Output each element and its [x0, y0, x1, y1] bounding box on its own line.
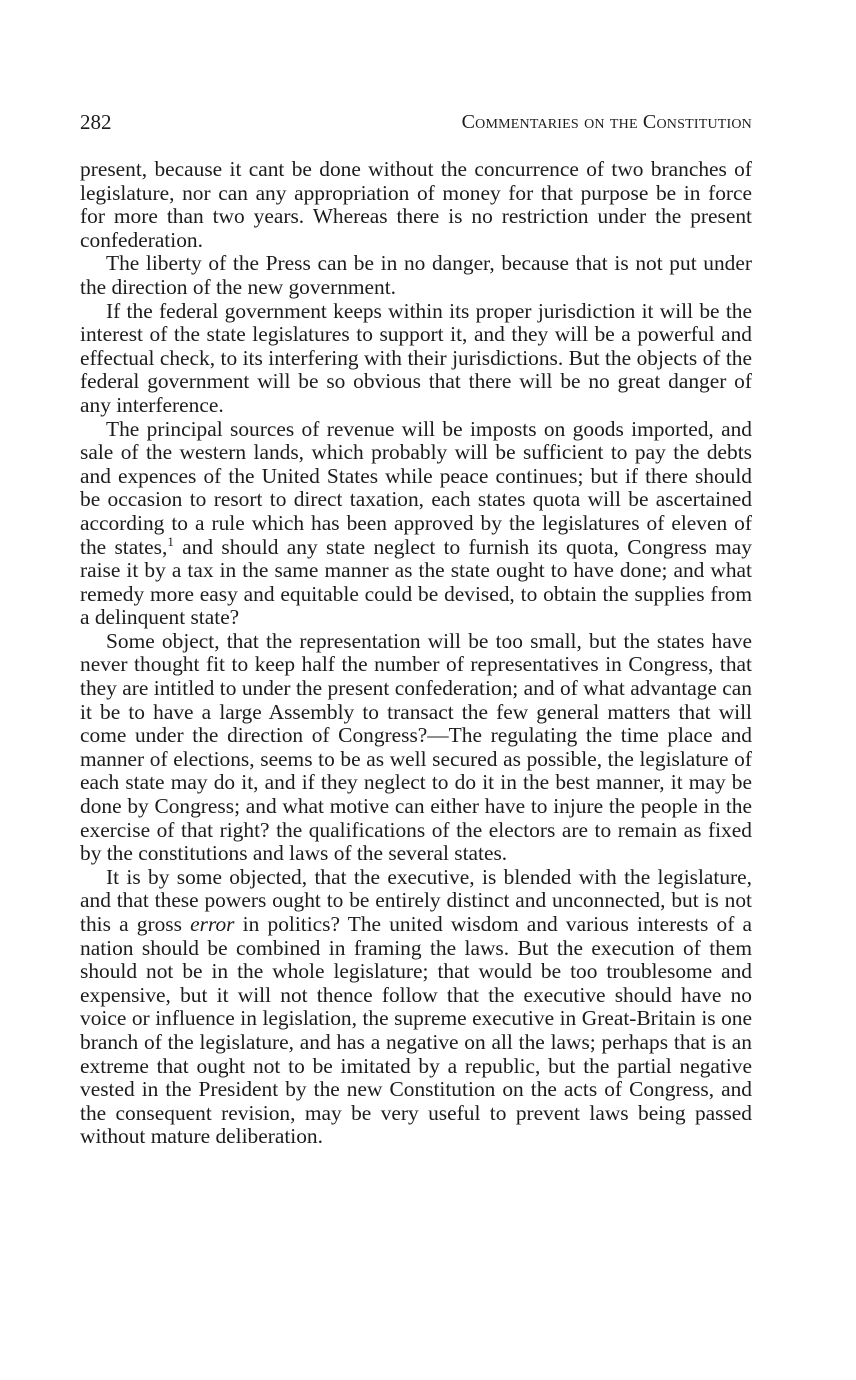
- paragraph-executive-legislature: [80, 866, 752, 1149]
- paragraph-text: in politics? The united wisdom and various interests of a nation should be combined in framing the laws. But the execution of them should not be in the whole legislature; that would be too troublesome and expensive, but it will not thence follow that the executive should have no voice or influence in legislation, the supreme executive in Great-Britain is one branch of the legislature, and has a negative on all the laws; perhaps that is an extreme that ought not to be imitated by a republic, but the partial negative vested in the President by the new Constitution on the acts of Congress, and the consequent revision, may be very useful to prevent laws being passed without mature deliberation.: [80, 912, 752, 1149]
- paragraph-liberty-of-press: [80, 252, 752, 299]
- paragraph-continued-standing-army: [80, 158, 752, 252]
- paragraph-text: present, because it cant be done without the concurrence of two branches of legislature, nor can any appropriation of money for that purpose be in force for more than two years. Whereas there is no restriction under the present confederation.: [80, 157, 752, 252]
- paragraph-sources-of-revenue: [80, 418, 752, 630]
- running-title: Commentaries on the Constitution: [461, 111, 752, 133]
- emphasized-word: error: [190, 912, 235, 936]
- body-text: [80, 158, 752, 1149]
- paragraph-text: and should any state neglect to furnish its quota, Congress may raise it by a tax in the same manner as the state ought to have done; and what remedy more easy and equitable could be devised, to obtain the supplies from a delinquent state?: [80, 534, 752, 630]
- paragraph-text: If the federal government keeps within its proper jurisdiction it will be the interest of the state legislatures to support it, and they will be a powerful and effectual check, to its interfering with their jurisdictions. But the objects of the federal government will be so obvious that there will be no great danger of any interference.: [80, 298, 752, 417]
- paragraph-text: Some object, that the representation will be too small, but the states have never thought fit to keep half the number of representatives in Congress, that they are intitled to under the present confederation; and of what advantage can it be to have a large Assembly to transact the few general matters that will come under the direction of Congress?—The regulating the time place and manner of elections, seems to be as well secured as possible, the legislature of each state may do it, and if they neglect to do it in the best manner, it may be done by Congress; and what motive can either have to injure the people in the exercise of that right? the qualifications of the electors are to remain as fixed by the constitutions and laws of the several states.: [80, 628, 752, 866]
- paragraph-text: The liberty of the Press can be in no danger, because that is not put under the direction of the new government.: [80, 251, 752, 299]
- paragraph-text: The principal sources of revenue will be imposts on goods imported, and sale of the western lands, which probably will be sufficient to pay the debts and expences of the United States while peace continues; but if there should be occasion to resort to direct taxation, each states quota will be ascertained according to a rule which has been approved by the legislatures of eleven of the states,: [80, 416, 752, 559]
- running-head: [80, 108, 752, 136]
- page-number: 282: [80, 110, 112, 134]
- paragraph-representation: [80, 630, 752, 866]
- paragraph-text: It is by some objected, that the executive, is blended with the legislature, and that these powers ought to be entirely distinct and unconnected, but is not this a gross: [80, 864, 752, 936]
- footnote-reference: 1: [167, 533, 174, 549]
- paragraph-federal-jurisdiction: [80, 300, 752, 418]
